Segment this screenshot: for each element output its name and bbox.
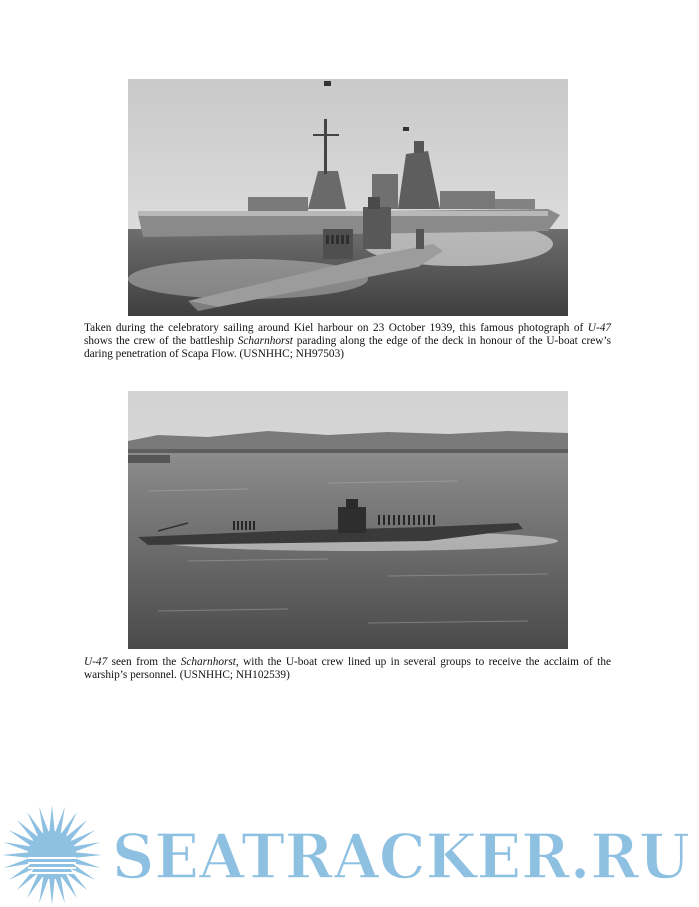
caption-text-segment: shows the crew of the battleship (84, 335, 238, 347)
caption-text-segment: seen from the (107, 656, 181, 668)
caption-figure-2 (84, 656, 611, 682)
caption-figure-1 (84, 322, 611, 361)
battleship-photo-image (128, 79, 568, 316)
photo-battleship-and-uboat (128, 79, 568, 316)
caption-text-segment: , with the U-boat crew lined up in several groups to receive the acclaim of the warship’s personnel. (USNHHC; NH102539) (84, 656, 611, 681)
caption-text-segment: U-47 (587, 322, 611, 334)
caption-text-segment: Taken during the celebratory sailing around Kiel harbour on 23 October 1939, this famous photograph of (84, 322, 588, 334)
caption-text-segment: Scharnhorst (180, 656, 236, 668)
photo-uboat-from-scharnhorst (128, 391, 568, 649)
watermark-graphic (0, 800, 699, 907)
seatracker-watermark (0, 800, 699, 907)
caption-text-segment: U-47 (84, 656, 108, 668)
watermark-text: SEATRACKER.RU (112, 820, 690, 893)
sun-burst-icon (2, 805, 102, 905)
uboat-photo-image (128, 391, 568, 649)
caption-text-segment: parading along the edge of the deck in honour of the U-boat crew’s daring penetration of Scapa Flow. (USNHHC; NH97503) (84, 335, 611, 360)
caption-text-segment: Scharnhorst (237, 335, 293, 347)
